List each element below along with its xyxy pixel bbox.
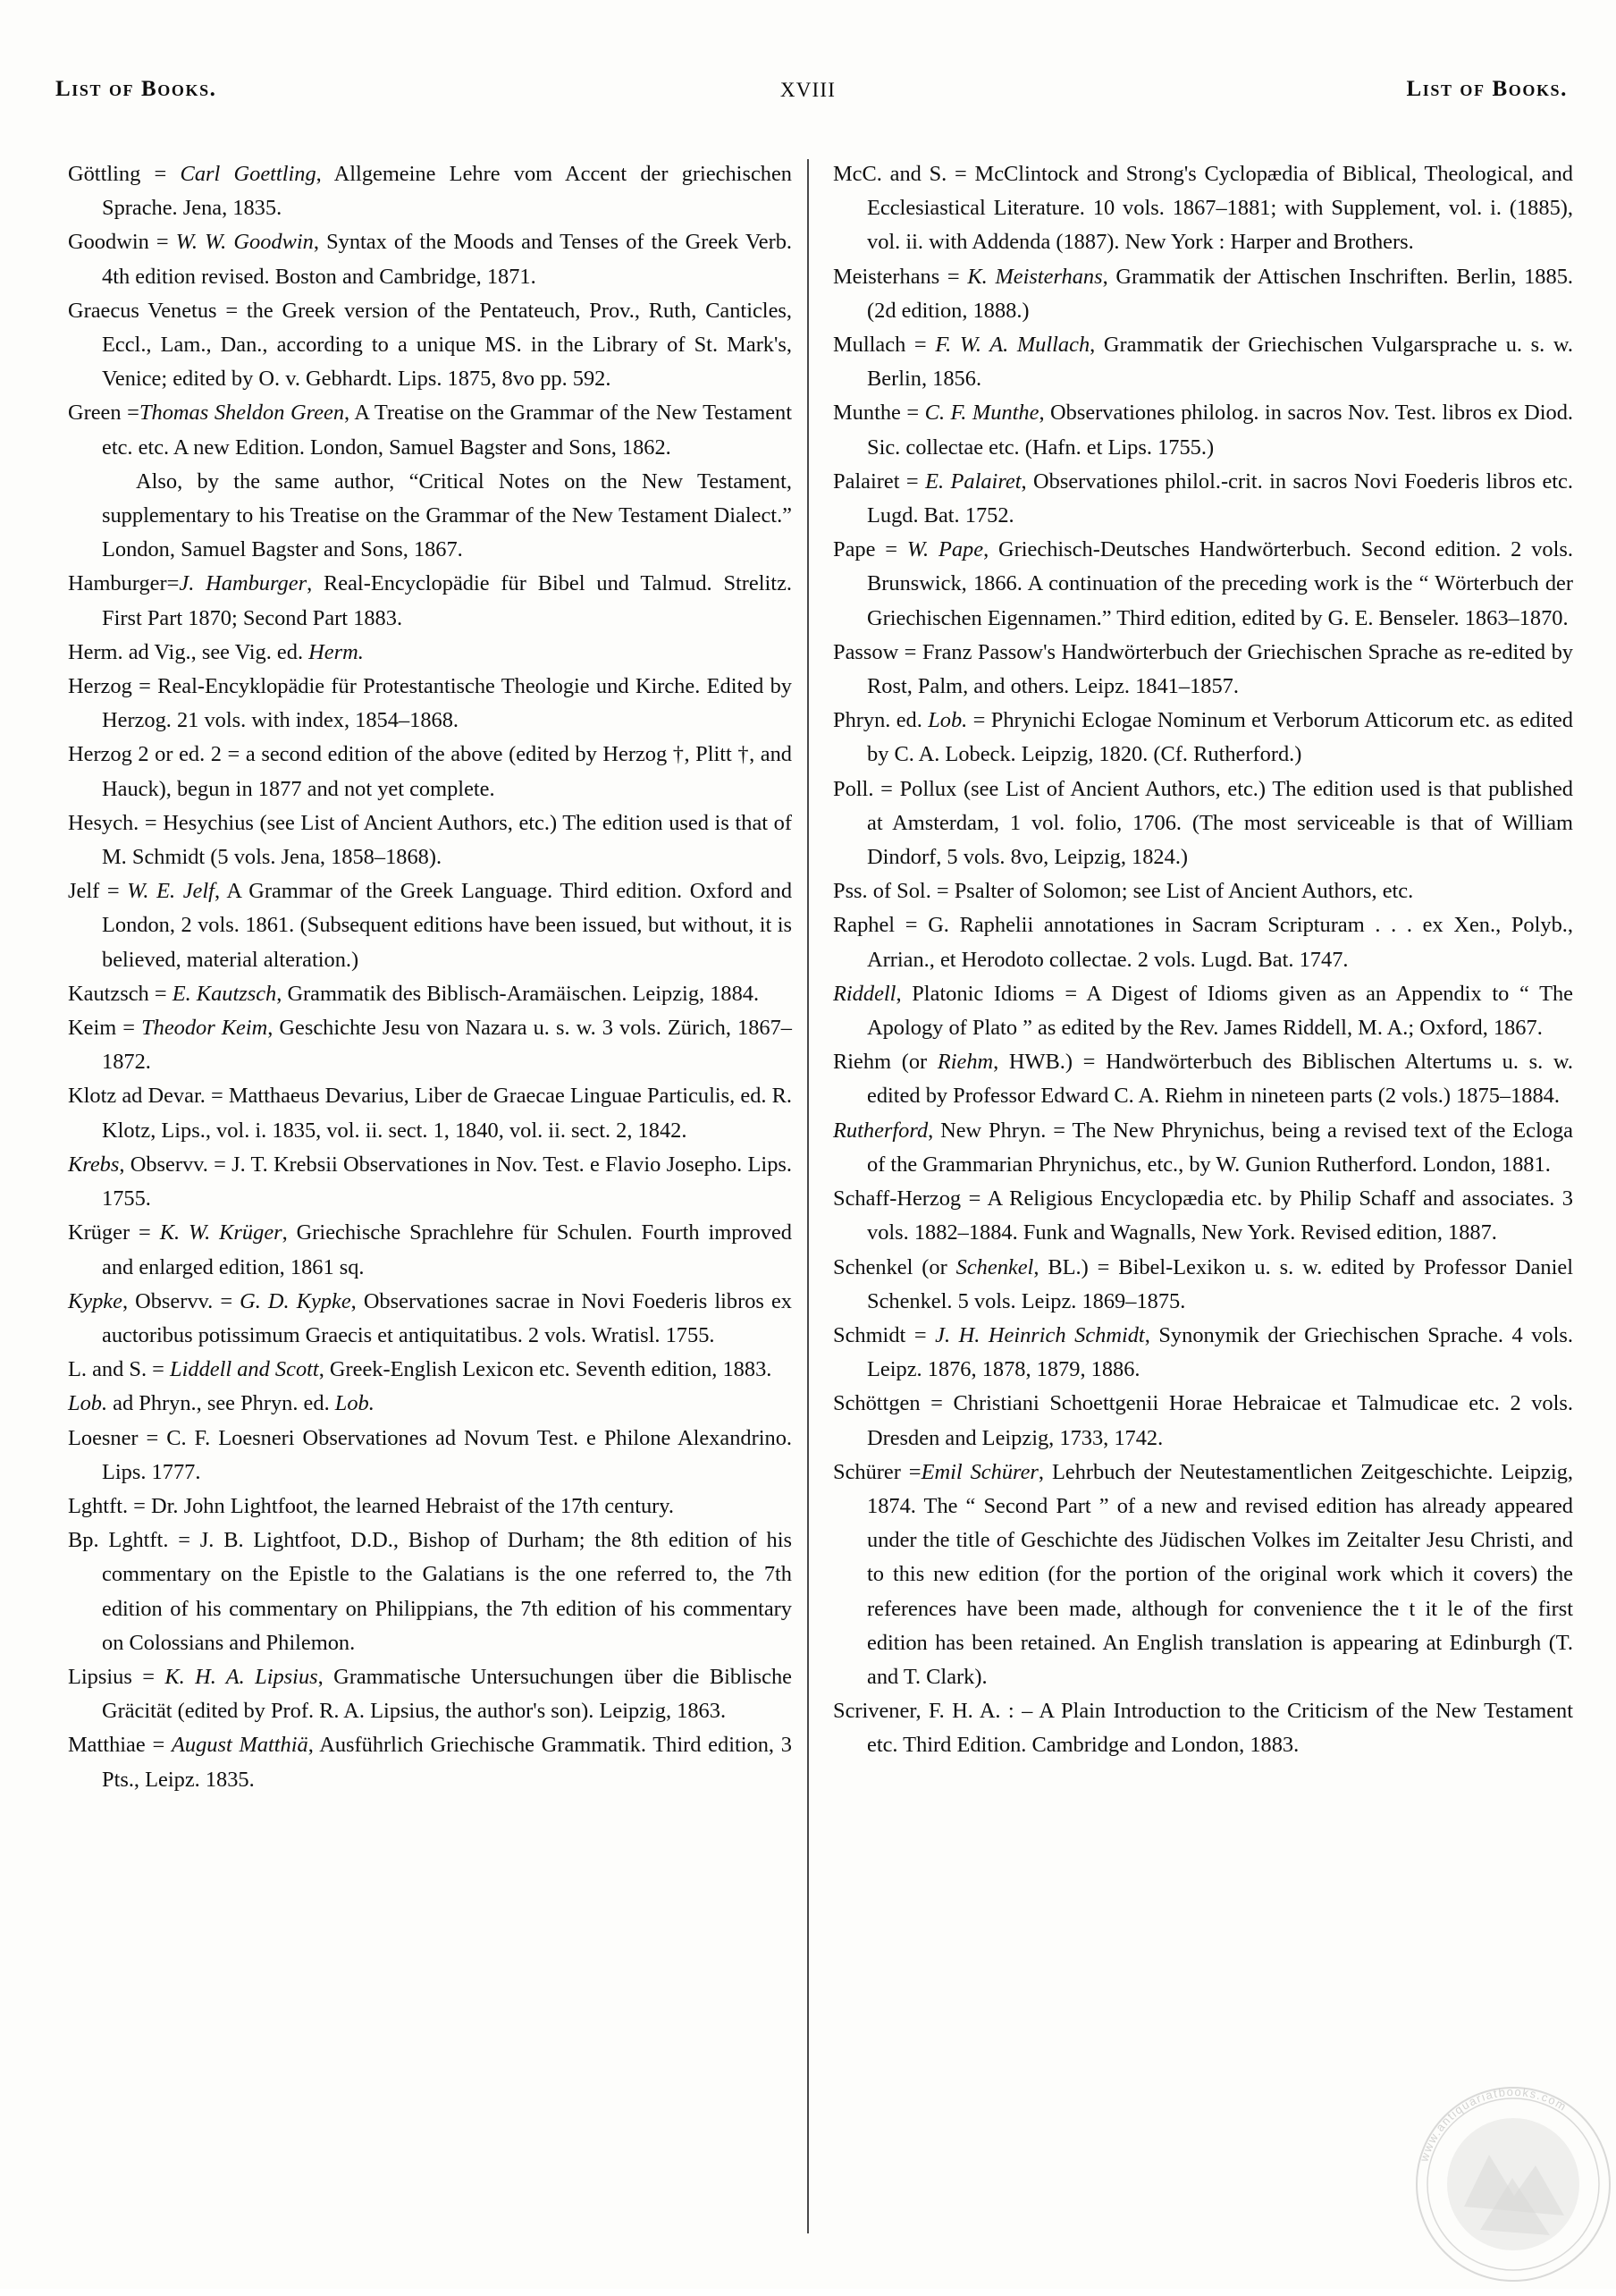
bibliography-entry-raphel [833, 908, 1573, 976]
entry-text-run: Passow = Franz Passow's Handwörterbuch der Griechischen Sprache as re-edited by Rost, Palm, and others. Leipz. 1841–1857. [833, 639, 1573, 699]
bibliography-entry-goodwin [68, 225, 792, 293]
bibliography-entry-poll [833, 772, 1573, 875]
bibliography-entry-palairet [833, 465, 1573, 533]
entry-italic-run: W. E. Jelf [127, 879, 215, 904]
bibliography-entry-lipsius [68, 1660, 792, 1728]
bibliography-entry-green [68, 396, 792, 464]
entry-text-run: , Observv. = [122, 1288, 240, 1313]
bibliography-entry-riddell [833, 977, 1573, 1045]
entry-text-run: Lipsius = [68, 1664, 165, 1689]
entry-text-run: Goodwin = [68, 230, 176, 255]
bibliography-entry-jelf [68, 874, 792, 977]
entry-text-run: Scrivener, F. H. A. : – A Plain Introduction to the Criticism of the New Testament etc. Third Edition. Cambridge and London, 1883. [833, 1699, 1573, 1758]
bibliography-entry-scrivener [833, 1694, 1573, 1762]
entry-text-run: Pape = [833, 537, 907, 562]
bibliography-entry-meisterhans [833, 260, 1573, 328]
entry-italic-run: Emil Schürer [921, 1459, 1039, 1484]
entry-italic-run: C. F. Munthe [924, 401, 1039, 426]
bibliography-entry-rutherford [833, 1114, 1573, 1182]
entry-text-run: Schöttgen = Christiani Schoettgenii Horae Hebraicae et Talmudicae etc. 2 vols. Dresden and Leipzig, 1733, 1742. [833, 1391, 1573, 1450]
entry-text-run: Göttling = [68, 162, 181, 186]
bibliography-entry-klotz-ad-devar [68, 1079, 792, 1147]
entry-text-run: , Lehrbuch der Neutestamentlichen Zeitgeschichte. Leipzig, 1874. The “ Second Part ” of a new and revised edition has already appeared under the title of Geschichte des Jüdischen Volkes im Zeitalter Jesu Christi, and to this new edition (for the portion of the original work which it covers) the references have been made, although for convenience the t it le of the first edition has been retained. An English translation is appearing at Edinburgh (T. and T. Clark). [867, 1459, 1573, 1689]
entry-text-run: , Geschichte Jesu von Nazara u. s. w. 3 vols. Zürich, 1867–1872. [102, 1016, 792, 1075]
entry-italic-run: W. Pape [906, 537, 984, 562]
left-column [68, 157, 792, 1797]
entry-text-run: McC. and S. = McClintock and Strong's Cyclopædia of Biblical, Theological, and Ecclesiastical Literature. 10 vols. 1867–1881; with Supplement, vol. i. (1885), vol. ii. with Addenda (1887). New York : Harper and Brothers. [833, 162, 1573, 255]
bibliography-entry-hesych [68, 806, 792, 874]
entry-italic-run: Carl Goettling [180, 162, 316, 186]
entry-text-run: , A Grammar of the Greek Language. Third edition. Oxford and London, 2 vols. 1861. (Subsequent editions have been issued, but without, it is believed, material alteration.) [102, 879, 793, 972]
bibliography-entry-schuerer [833, 1456, 1573, 1694]
entry-italic-run: E. Palairet [925, 468, 1022, 494]
entry-text-run: , Observationes philolog. in sacros Nov. Test. libros ex Diod. Sic. collectae etc. (Hafn. et Lips. 1755.) [867, 401, 1573, 460]
bibliography-entry-goettling [68, 157, 792, 225]
entry-text-run: Phryn. ed. [833, 708, 929, 733]
entry-italic-run: Schenkel [955, 1254, 1034, 1279]
entry-text-run: , HWB.) = Handwörterbuch des Biblischen Altertums u. s. w. edited by Professor Edward C. A. Riehm in nineteen parts (2 vols.) 1875–1884. [867, 1050, 1573, 1109]
bibliography-entry-kypke [68, 1285, 792, 1353]
entry-text-run: , BL.) = Bibel-Lexikon u. s. w. edited by Professor Daniel Schenkel. 5 vols. Leipz. 1869–1875. [867, 1254, 1573, 1313]
entry-italic-run: G. D. Kypke [240, 1288, 351, 1313]
bibliography-entry-schenkel [833, 1251, 1573, 1319]
running-head-left-title: List of Books. [55, 77, 217, 101]
entry-text-run: Riehm (or [833, 1050, 938, 1075]
right-column [833, 157, 1573, 1763]
running-head [0, 77, 1616, 113]
bibliography-entry-riehm [833, 1045, 1573, 1113]
bibliography-entry-pape [833, 533, 1573, 636]
entry-text-run: , Syntax of the Moods and Tenses of the Greek Verb. 4th edition revised. Boston and Cambridge, 1871. [102, 230, 792, 289]
entry-text-run: Keim = [68, 1016, 142, 1041]
entry-text-run: , Grammatische Untersuchungen über die Biblische Gräcität (edited by Prof. R. A. Lipsius, the author's son). Leipzig, 1863. [102, 1664, 792, 1724]
entry-text-run: Green = [68, 401, 139, 426]
entry-text-run: , Platonic Idioms = A Digest of Idioms given as an Appendix to “ The Apology of Plato ” as edited by the Rev. James Riddell, M. A.; Oxford, 1867. [867, 981, 1573, 1041]
bibliography-entry-passow [833, 636, 1573, 704]
entry-text-run: Jelf = [68, 879, 128, 904]
entry-text-run: Klotz ad Devar. = Matthaeus Devarius, Liber de Graecae Linguae Particulis, ed. R. Klotz, Lips., vol. i. 1835, vol. ii. sect. 1, 1840, vol. ii. sect. 2, 1842. [68, 1084, 792, 1143]
entry-italic-run: Theodor Keim [141, 1016, 268, 1041]
bibliography-entry-krebs [68, 1148, 792, 1216]
entry-text-run: Hamburger= [68, 571, 180, 596]
bibliography-entry-keim [68, 1011, 792, 1079]
entry-text-run: Schenkel (or [833, 1254, 956, 1279]
entry-text-run: Hesych. = Hesychius (see List of Ancient Authors, etc.) The edition used is that of M. Schmidt (5 vols. Jena, 1858–1868). [68, 810, 792, 870]
entry-text-run: , Griechische Sprachlehre für Schulen. Fourth improved and enlarged edition, 1861 sq. [102, 1220, 792, 1279]
page-number: XVIII [779, 79, 837, 101]
entry-text-run: Herzog 2 or ed. 2 = a second edition of the above (edited by Herzog †, Plitt †, and Hauck), begun in 1877 and not yet complete. [68, 742, 792, 801]
entry-text-run: , Observationes philol.-crit. in sacros Novi Foederis libros etc. Lugd. Bat. 1752. [867, 468, 1573, 528]
entry-text-run: , Grammatik der Attischen Inschriften. Berlin, 1885. (2d edition, 1888.) [867, 264, 1573, 323]
entry-text-run: , Greek-English Lexicon etc. Seventh edition, 1883. [318, 1357, 772, 1382]
entry-italic-run: W. W. Goodwin [175, 230, 314, 255]
entry-text-run: = Phrynichi Eclogae Nominum et Verborum Atticorum etc. as edited by C. A. Lobeck. Leipzig, 1820. (Cf. Rutherford.) [867, 708, 1573, 767]
entry-text-run: , Real-Encyclopädie für Bibel und Talmud. Strelitz. First Part 1870; Second Part 1883. [102, 571, 792, 630]
entry-text-run: , Observv. = J. T. Krebsii Observationes in Nov. Test. e Flavio Josepho. Lips. 1755. [102, 1152, 792, 1211]
entry-text-run: Raphel = G. Raphelii annotationes in Sacram Scripturam . . . ex Xen., Polyb., Arrian., et Herodoto collectae. 2 vols. Lugd. Bat. 1747. [833, 913, 1573, 972]
entry-text-run: , Synonymik der Griechischen Sprache. 4 vols. Leipz. 1876, 1878, 1879, 1886. [867, 1322, 1573, 1382]
entry-text-run: Munthe = [833, 401, 925, 426]
bibliography-entry-munthe [833, 396, 1573, 464]
entry-text-run: Poll. = Pollux (see List of Ancient Authors, etc.) The edition used is that published at Amsterdam, 1 vol. folio, 1706. (The most serviceable is that of William Dindorf, 5 vols. 8vo, Leipzig, 1824.) [833, 776, 1573, 870]
bibliography-entry-loesner [68, 1422, 792, 1490]
entry-italic-run: Riehm [937, 1050, 994, 1075]
bibliography-entry-l-and-s [68, 1353, 792, 1387]
entry-italic-run: K. W. Krüger [159, 1220, 282, 1245]
entry-italic-run: Herm. [308, 639, 364, 664]
entry-text-run: , Ausführlich Griechische Grammatik. Third edition, 3 Pts., Leipz. 1835. [102, 1733, 792, 1792]
entry-italic-run: J. H. Heinrich Schmidt [935, 1322, 1145, 1347]
entry-text-run: , Grammatik des Biblisch-Aramäischen. Leipzig, 1884. [276, 981, 760, 1006]
antiquariat-watermark [1401, 2072, 1616, 2296]
bibliography-entry-kautzsch [68, 977, 792, 1011]
entry-text-run: Herm. ad Vig., see Vig. ed. [68, 639, 309, 664]
entry-text-run: ad Phryn., see Phryn. ed. [107, 1391, 335, 1416]
entry-text-run: Kautzsch = [68, 981, 173, 1006]
entry-italic-run: Lob. [334, 1391, 375, 1416]
bibliography-entry-herm-ad-vig [68, 636, 792, 670]
entry-italic-run: Liddell and Scott [170, 1357, 319, 1382]
entry-text-run: Schürer = [833, 1459, 922, 1484]
entry-text-run: Mullach = [833, 333, 936, 358]
entry-text-run: Palairet = [833, 468, 926, 494]
svg-text:www.antiquariatbooks.com: www.antiquariatbooks.com [1417, 2084, 1570, 2164]
entry-text-run: Graecus Venetus = the Greek version of the Pentateuch, Prov., Ruth, Canticles, Eccl., Lam., Dan., according to a unique MS. in the Library of St. Mark's, Venice; edited by O. v. Gebhardt. Lips. 1875, 8vo pp. 592. [68, 298, 792, 392]
bibliography-entry-krueger [68, 1216, 792, 1284]
entry-italic-run: Rutherford [833, 1118, 929, 1143]
entry-text-run: , Observationes sacrae in Novi Foederis libros ex auctoribus potissimum Graecis et antiquitatibus. 2 vols. Wratisl. 1755. [102, 1288, 792, 1347]
running-head-right-title: List of Books. [1406, 77, 1568, 101]
bibliography-entry-mcc-and-s [833, 157, 1573, 260]
bibliography-entry-pss-of-sol [833, 874, 1573, 908]
bibliography-entry-bp-lghtft [68, 1524, 792, 1660]
bibliography-entry-hamburger [68, 567, 792, 635]
entry-text-run: Also, by the same author, “Critical Notes on the New Testament, supplementary to his Treatise on the Grammar of the New Testament Dialect.” London, Samuel Bagster and Sons, 1867. [102, 468, 792, 562]
bibliography-entry-schaff-herzog [833, 1182, 1573, 1250]
bibliography-entry-lghtft [68, 1490, 792, 1524]
bibliography-entry-schoettgen [833, 1387, 1573, 1455]
bibliography-entry-herzog-2 [68, 738, 792, 806]
bibliography-entry-schmidt [833, 1319, 1573, 1387]
entry-text-run: Schmidt = [833, 1322, 936, 1347]
bibliography-entry-mullach [833, 328, 1573, 396]
bibliography-entry-graecus-venetus [68, 294, 792, 397]
bibliography-entry-phryn-ed-lob [833, 704, 1573, 772]
entry-italic-run: Thomas Sheldon Green [139, 401, 345, 426]
entry-italic-run: Lob. [68, 1391, 108, 1416]
entry-text-run: Lghtft. = Dr. John Lightfoot, the learned Hebraist of the 17th century. [68, 1493, 675, 1518]
entry-text-run: Loesner = C. F. Loesneri Observationes ad Novum Test. e Philone Alexandrino. Lips. 1777. [68, 1425, 792, 1484]
entry-text-run: Bp. Lghtft. = J. B. Lightfoot, D.D., Bishop of Durham; the 8th edition of his commentary on the Epistle to the Galatians is the one referred to, the 7th edition of his commentary on Philippians, the 7th edition of his commentary on Colossians and Philemon. [68, 1528, 792, 1655]
entry-text-run: Schaff-Herzog = A Religious Encyclopædia etc. by Philip Schaff and associates. 3 vols. 1882–1884. Funk and Wagnalls, New York. Revised edition, 1887. [833, 1186, 1573, 1245]
entry-text-run: L. and S. = [68, 1357, 171, 1382]
entry-text-run: Pss. of Sol. = Psalter of Solomon; see List of Ancient Authors, etc. [833, 879, 1414, 904]
entry-italic-run: E. Kautzsch [172, 981, 277, 1006]
entry-italic-run: F. W. A. Mullach [935, 333, 1090, 358]
entry-text-run: Meisterhans = [833, 264, 968, 289]
entry-italic-run: K. Meisterhans [967, 264, 1103, 289]
entry-italic-run: J. Hamburger [179, 571, 307, 596]
bibliography-entry-lob-ad-phryn [68, 1387, 792, 1421]
entry-text-run: , Grammatik der Griechischen Vulgarsprache u. s. w. Berlin, 1856. [867, 333, 1573, 392]
entry-text-run: Herzog = Real-Encyklopädie für Protestantische Theologie und Kirche. Edited by Herzog. 21 vols. with index, 1854–1868. [68, 674, 792, 733]
bibliography-entry-matthiae [68, 1728, 792, 1796]
bibliography-entry-green-also [68, 465, 792, 568]
entry-italic-run: K. H. A. Lipsius [164, 1664, 318, 1689]
entry-italic-run: August Matthiä [171, 1733, 308, 1758]
entry-text-run: , A Treatise on the Grammar of the New Testament etc. etc. A new Edition. London, Samuel Bagster and Sons, 1862. [102, 401, 792, 460]
entry-text-run: , Griechisch-Deutsches Handwörterbuch. Second edition. 2 vols. Brunswick, 1866. A continuation of the preceding work is the “ Wörterbuch der Griechischen Eigennamen.” Third edition, edited by G. E. Benseler. 1863–1870. [867, 537, 1573, 630]
entry-text-run: , Allgemeine Lehre vom Accent der griechischen Sprache. Jena, 1835. [102, 162, 792, 221]
bibliography-entry-herzog [68, 670, 792, 738]
entry-italic-run: Krebs [68, 1152, 120, 1177]
entry-text-run: , New Phryn. = The New Phrynichus, being a revised text of the Ecloga of the Grammarian Phrynichus, etc., by W. Gunion Rutherford. London, 1881. [867, 1118, 1573, 1177]
entry-italic-run: Lob. [928, 708, 968, 733]
entry-text-run: Krüger = [68, 1220, 160, 1245]
column-divider-rule [807, 159, 809, 2233]
entry-italic-run: Kypke [68, 1288, 122, 1313]
entry-text-run: Matthiae = [68, 1733, 172, 1758]
entry-italic-run: Riddell [833, 981, 896, 1006]
